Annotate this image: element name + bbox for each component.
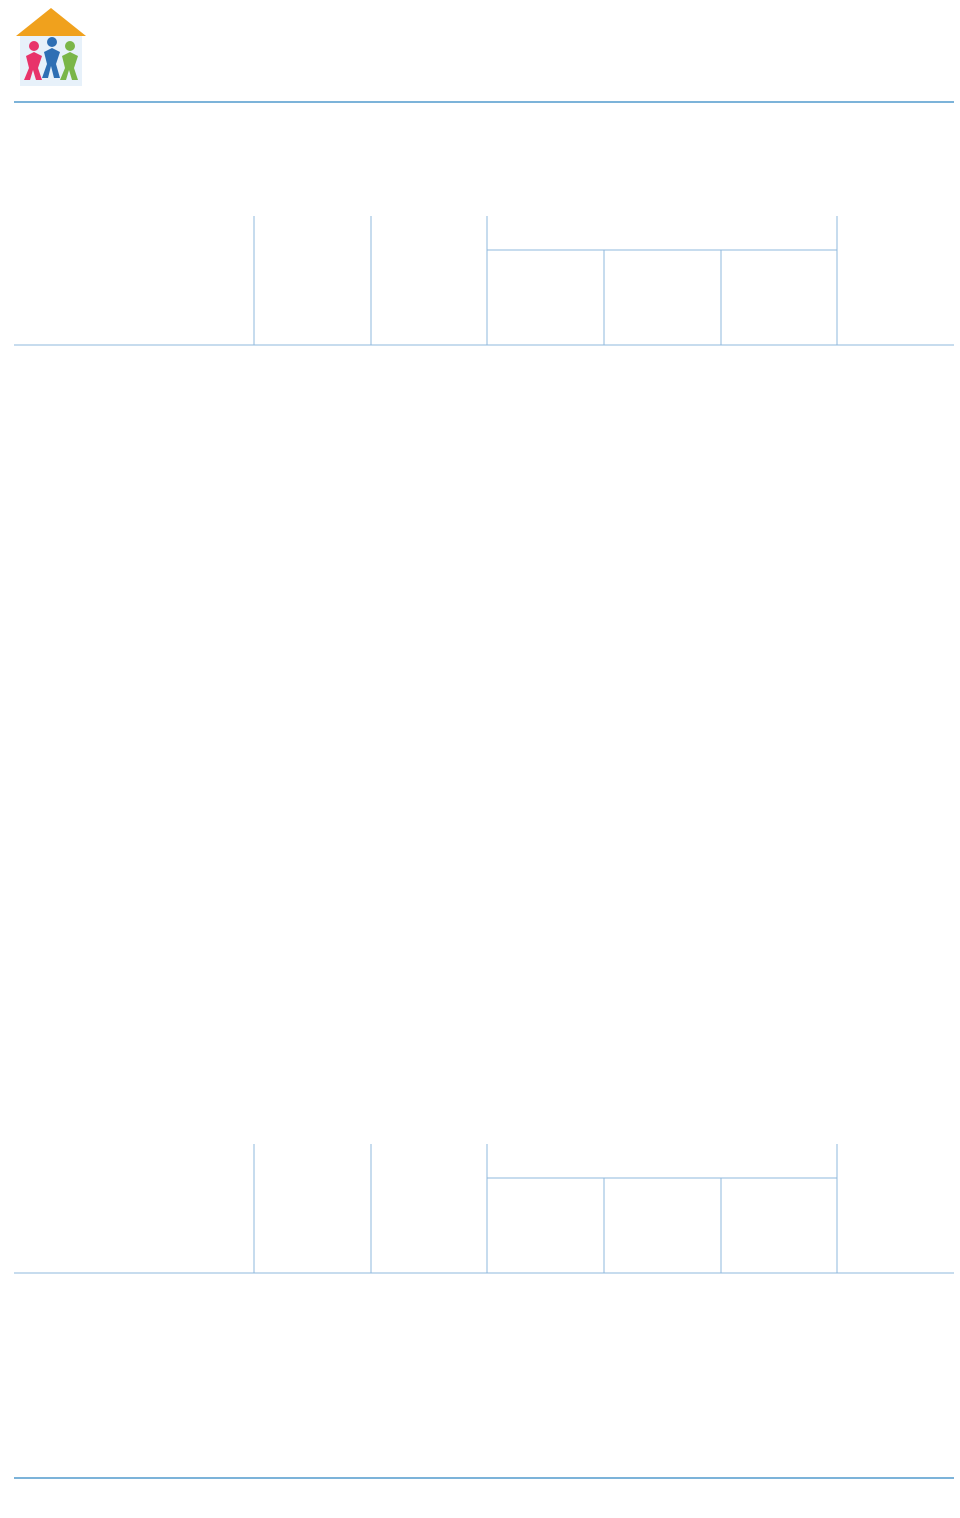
footer-rule [14, 1477, 954, 1479]
table1-header-grid [0, 0, 960, 360]
table2-header-grid [0, 1140, 960, 1280]
